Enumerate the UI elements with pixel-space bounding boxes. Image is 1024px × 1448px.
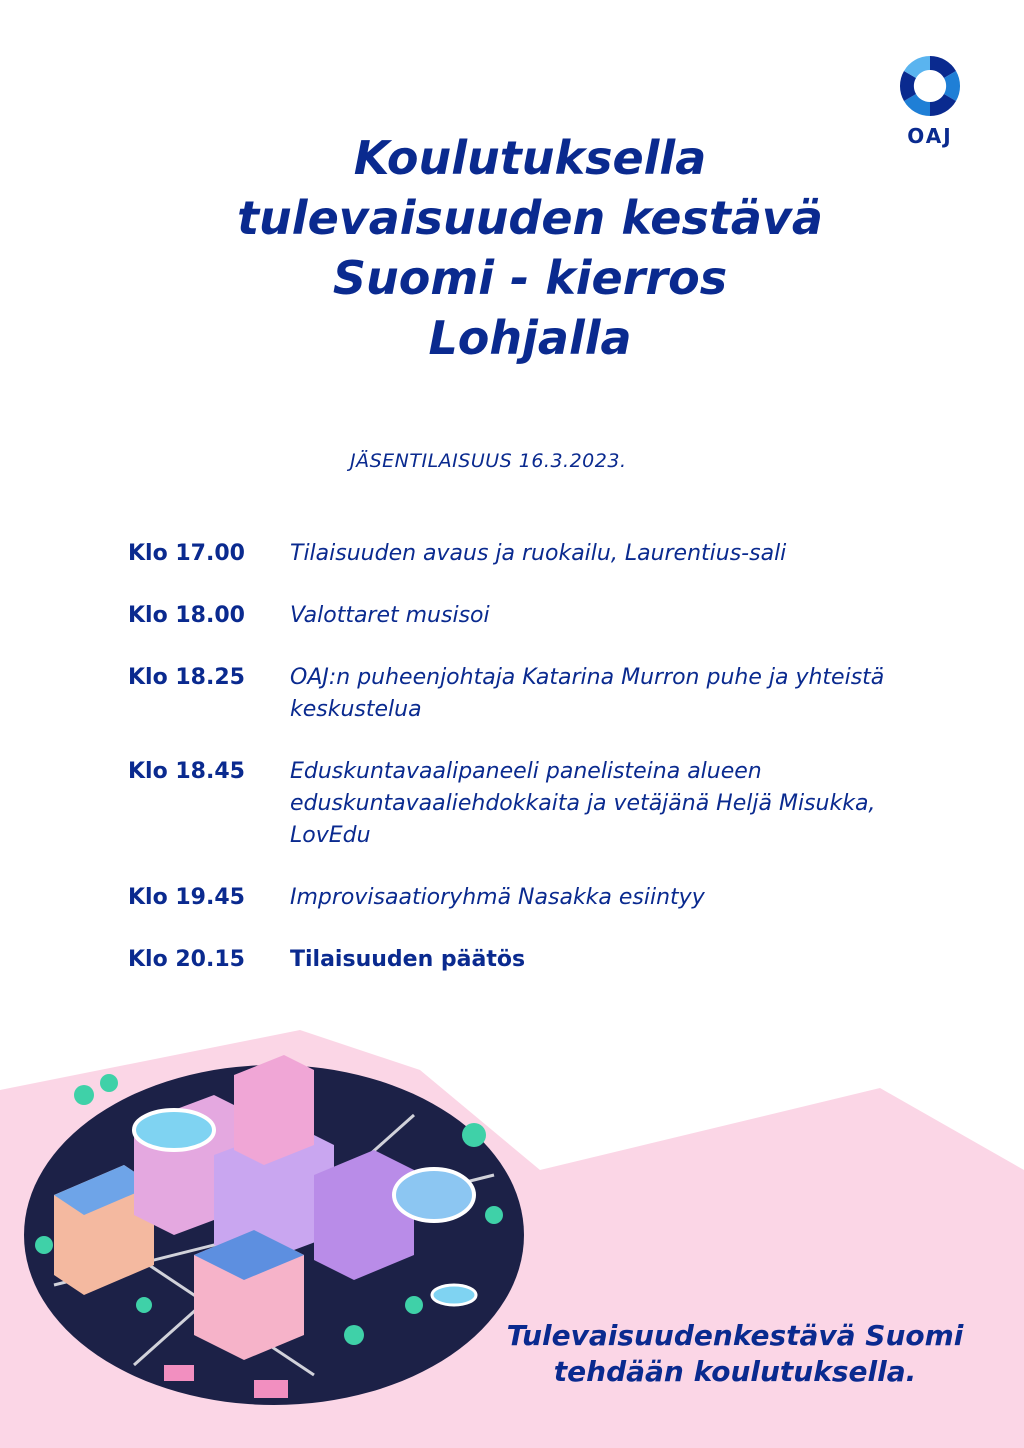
- schedule-text: Eduskuntavaalipaneeli panelisteina alueen eduskuntavaaliehdokkaita ja vetäjänä Heljä Misukka, LovEdu: [290, 759, 876, 848]
- schedule-row: [128, 756, 918, 852]
- schedule-time: Klo 19.45: [128, 885, 245, 910]
- schedule-time: Klo 18.00: [128, 603, 245, 628]
- schedule-text: Valottaret musisoi: [290, 603, 490, 628]
- schedule-row: [128, 944, 918, 976]
- oaj-logo: [890, 50, 970, 148]
- schedule-text: OAJ:n puheenjohtaja Katarina Murron puhe ja yhteistä keskustelua: [290, 665, 885, 722]
- schedule-time: Klo 18.45: [128, 759, 245, 784]
- schedule-row: [128, 882, 918, 914]
- schedule-row: [128, 662, 918, 726]
- schedule: [128, 538, 918, 1006]
- schedule-time: Klo 17.00: [128, 541, 245, 566]
- schedule-text: Improvisaatioryhmä Nasakka esiintyy: [290, 885, 705, 910]
- page-title: Koulutuksella tulevaisuuden kestävä Suomi - kierros Lohjalla: [237, 131, 823, 365]
- logo-text: OAJ: [907, 124, 953, 148]
- event-date: JÄSENTILAISUUS 16.3.2023.: [350, 450, 627, 472]
- schedule-text: Tilaisuuden avaus ja ruokailu, Laurentius-sali: [290, 541, 787, 566]
- schedule-row: [128, 538, 918, 570]
- schedule-row: [128, 600, 918, 632]
- schedule-time: Klo 18.25: [128, 665, 245, 690]
- slogan: Tulevaisuudenkestävä Suomi tehdään koulutuksella.: [506, 1319, 964, 1388]
- schedule-time: Klo 20.15: [128, 947, 245, 972]
- oaj-emblem-icon: [894, 50, 966, 122]
- schedule-text: Tilaisuuden päätös: [290, 947, 526, 972]
